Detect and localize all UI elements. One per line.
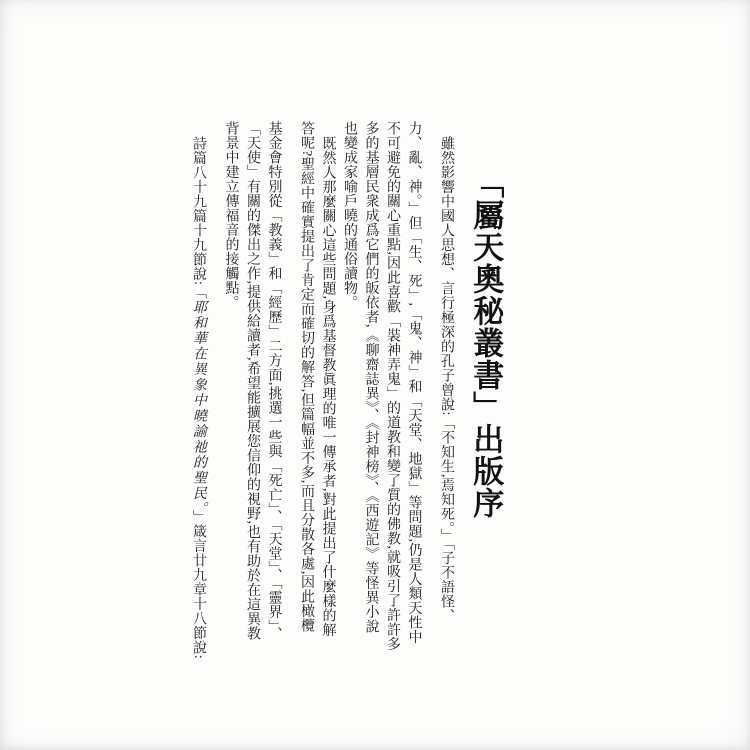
body-column [360, 121, 382, 653]
body-column [339, 121, 361, 653]
body-text [188, 121, 458, 660]
body-segment: 多的基層民衆成爲它們的皈依者,《聊齋誌異》、《封神榜》、《西遊記》等怪異小說 [363, 121, 379, 634]
scripture-quote: 耶和華在異象中曉諭祂的聖民。 [191, 299, 206, 510]
body-segment: 」箴言廿九章十八節說: [191, 509, 206, 660]
body-segment: 力、亂、神。」但「生、死」,「鬼、神」和「天堂、地獄」等問題,仍是人類天性中 [406, 121, 422, 644]
body-segment: 雖然影響中國人思想、言行極深的孔子曾說:「不知生,焉知死。」「子不語怪、 [439, 136, 454, 624]
body-column [188, 121, 210, 660]
body-segment: 不可避免的關心重點,因此喜歡「裝神弄鬼」的道教和變了質的佛教,就吸引了許許多 [385, 121, 400, 651]
body-segment: 也變成家喻戶曉的通俗讀物。 [342, 121, 357, 310]
body-column [296, 121, 318, 653]
body-segment: 既然人那麼關心這些問題,身爲基督教眞理的唯一傳承者,對此提出了什麼樣的解 [320, 136, 336, 637]
body-column [220, 121, 242, 653]
body-segment: 答呢?聖經中確實提出了肯定而確切的解答,但篇幅並不多,而且分散各處,因此橄欖 [299, 121, 314, 633]
body-segment: 「天使」有關的傑出之作,提供給讀者,希望能擴展您信仰的視野,也有助於在這異教 [245, 121, 260, 641]
body-column [263, 121, 285, 653]
body-column [382, 121, 404, 653]
page-title: 「屬天奧秘叢書」出版序 [468, 167, 504, 519]
body-column [403, 121, 425, 653]
body-column [242, 121, 264, 653]
body-segment: 背景中建立傳福音的接觸點。 [223, 121, 239, 310]
body-segment: 基金會特別從「教義」和「經歷」二方面,挑選一些與「死亡」、「天堂」、「靈界」、 [266, 121, 282, 641]
body-column [317, 121, 339, 653]
body-segment: 詩篇八十九篇十九節說:「 [191, 136, 206, 300]
body-column [436, 121, 458, 653]
